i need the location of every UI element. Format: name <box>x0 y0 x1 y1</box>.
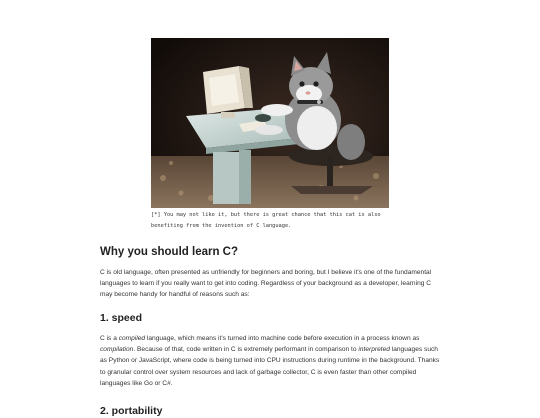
article <box>100 38 440 418</box>
cat-photo-illustration <box>151 38 389 208</box>
why-learn-c-paragraph: C is old language, often presented as unfriendly for beginners and boring, but I believe it's one of the fundamental languages to learn if you really want to get into coding. Regardless of your background as a developer, learning C may become handy for handful of reasons such as: <box>100 269 432 299</box>
section-heading-why-learn-c: Why you should learn C? <box>100 246 239 258</box>
speed-emphasis-compilation: compilation <box>100 346 134 354</box>
speed-text-4: languages such as Python or JavaScript, where code is being turned into CPU instructions during runtime in the background. Thanks to granular control over system resources and lack of garbage collector, C is even faster than other compiled languages like Go or C#. <box>100 346 440 387</box>
speed-emphasis-interpreted: interpreted <box>358 346 390 354</box>
speed-emphasis-compiled: compiled <box>118 335 146 343</box>
speed-paragraph <box>100 333 440 388</box>
section-heading-portability: 2. portability <box>100 404 163 417</box>
speed-text-3: . Because of that, code written in C is extremely performant in comparison to <box>133 346 359 354</box>
speed-text-1: C is a <box>100 335 119 343</box>
cat-computer-photo <box>151 38 389 208</box>
caption-line-2: benefiting from the invention of C language. <box>151 223 292 229</box>
caption-line-1: [*] You may not like it, but there is great chance that this cat is also <box>151 212 381 218</box>
speed-text-2: language, which means it's turned into machine code before execution in a process known as <box>145 335 420 343</box>
photo-caption <box>151 210 389 232</box>
section-heading-speed: 1. speed <box>100 312 143 325</box>
